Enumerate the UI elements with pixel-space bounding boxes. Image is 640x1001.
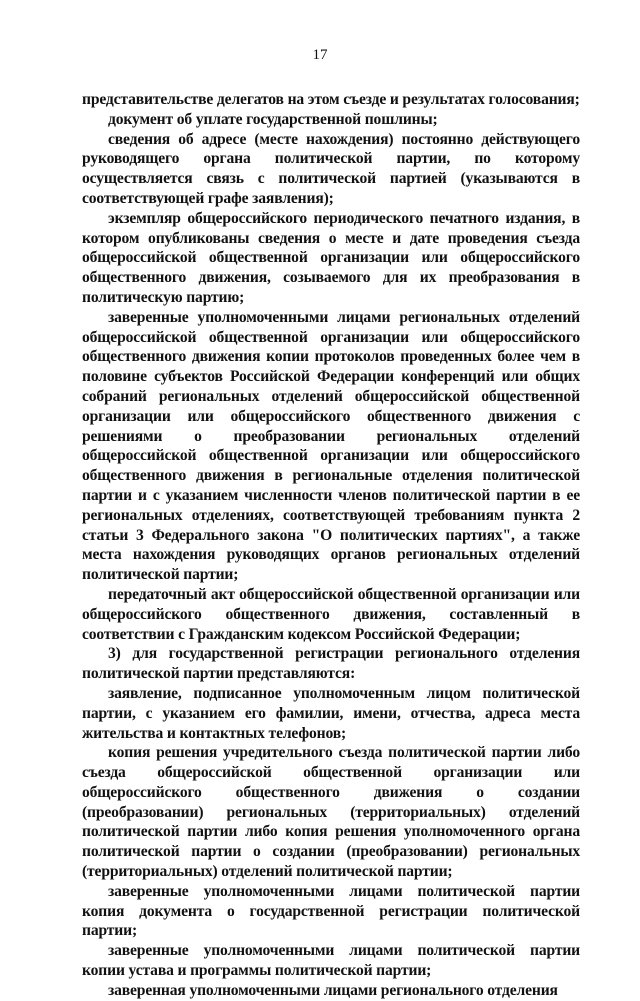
paragraph-regional-registration-item-3: 3) для государственной регистрации регионального отделения политической партии представляются: [82,645,580,683]
paragraph-conference-protocols: заверенные уполномоченными лицами региональных отделений общероссийской общественной организации или общероссийского общественного движения копии протоколов проведенных более чем в половине субъектов Российской Федерации конференций или общих собраний региональных отделений общероссийской общественной организации или общероссийского общественного движения с решениями о преобразовании региональных отделений общероссийской общественной организации или общероссийского общественного движения в региональные отделения политической партии и с указанием численности членов политической партии в ее региональных отделениях, соответствующей требованиям пункта 2 статьи 3 Федерального закона "О политических партиях", а также места нахождения руководящих органов региональных отделений политической партии; [82,308,580,584]
paragraph-transfer-act: передаточный акт общероссийской общественной организации или общероссийского общественного движения, составленный в соответствии с Гражданским кодексом Российской Федерации; [82,585,580,643]
paragraph-regional-branch-certified: заверенная уполномоченными лицами регионального отделения [108,981,558,999]
page-number: 17 [312,47,328,63]
paragraph-founding-congress-decision: копия решения учредительного съезда политической партии либо съезда общероссийской общественной организации или общероссийского общественного движения о создании (преобразовании) региональных (территориальных) отделений политической партии либо копия решения уполномоченного органа политической партии о создании (преобразовании) региональных (территориальных) отделений политической партии; [82,744,580,881]
paragraph-party-registration-copy: заверенные уполномоченными лицами политической партии копия документа о государственной регистрации политической партии; [82,882,580,940]
paragraph-periodical-copy: экземпляр общероссийского периодического печатного издания, в котором опубликованы сведения о месте и дате проведения съезда общероссийской общественной организации или общероссийского общественного движения, созываемого для их преобразования в политическую партию; [82,209,580,306]
document-text [82,90,580,1001]
paragraph-charter-program-copies: заверенные уполномоченными лицами политической партии копии устава и программы политической партии; [82,942,580,980]
paragraph-application-statement: заявление, подписанное уполномоченным лицом политической партии, с указанием его фамилии, имени, отчества, адреса места жительства и контактных телефонов; [82,684,580,742]
paragraph-governing-body-address: сведения об адресе (месте нахождения) постоянно действующего руководящего органа политической партии, по которому осуществляется связь с политической партией (указываются в соответствующей графе заявления); [82,130,580,207]
paragraph-delegates-voting: представительстве делегатов на этом съезде и результатах голосования; [82,91,580,108]
paragraph-state-fee-document: документ об уплате государственной пошлины; [108,110,438,128]
